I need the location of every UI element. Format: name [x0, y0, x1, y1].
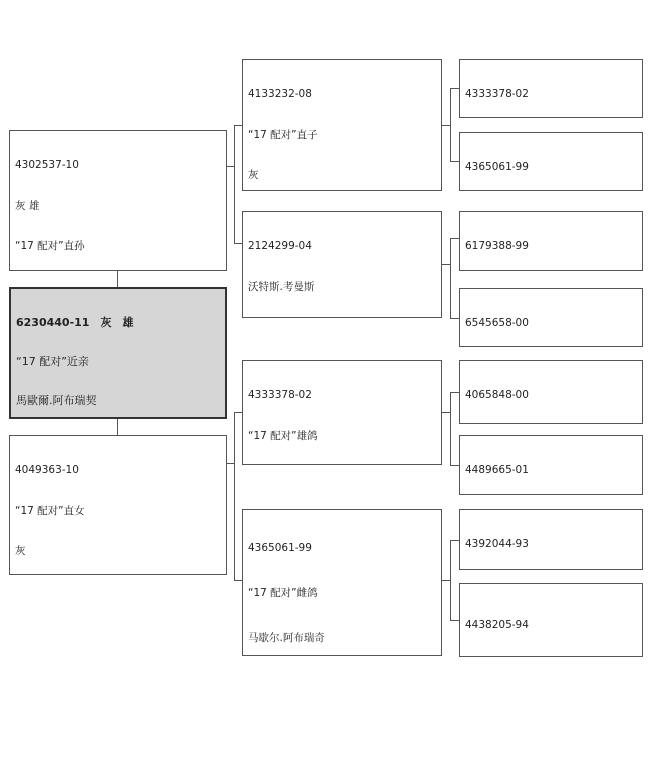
- connector-sire-to-sd: [234, 243, 242, 244]
- g3-card-3: [459, 211, 643, 271]
- ss-ring-number: 4133232-08: [248, 88, 312, 100]
- subject-ring-number: 6230440-11 灰 雄: [16, 316, 134, 329]
- connector-ss-vertical: [450, 88, 451, 161]
- connector-sd-out: [442, 264, 450, 265]
- connector-dd-out: [442, 580, 450, 581]
- connector-sire-out: [227, 166, 234, 167]
- connector-dam-out: [227, 463, 234, 464]
- dam-pairing: “17 配对”直女: [15, 504, 85, 517]
- sd-breeder: 沃特斯.考曼斯: [248, 280, 315, 293]
- sire-ring-number: 4302537-10: [15, 159, 79, 171]
- dam-sire-card: [242, 360, 442, 465]
- sire-dam-card: [242, 211, 442, 318]
- g3-card-6: [459, 435, 643, 495]
- g3-2-ring-number: 4365061-99: [465, 161, 529, 173]
- g3-5-ring-number: 4065848-00: [465, 389, 529, 401]
- connector-ds-vertical: [450, 392, 451, 465]
- connector-sire-subject: [117, 271, 118, 287]
- connector-sire-to-ss: [234, 125, 242, 126]
- connector-dam-to-dd: [234, 580, 242, 581]
- connector-ss-g3a: [450, 88, 459, 89]
- connector-subject-dam: [117, 419, 118, 435]
- dd-pairing: “17 配对”雌鸽: [248, 587, 318, 599]
- connector-sire-vertical: [234, 125, 235, 243]
- subject-breeder: 馬歐爾.阿布瑞契: [16, 394, 97, 407]
- connector-dam-vertical: [234, 412, 235, 580]
- connector-ss-out: [442, 125, 450, 126]
- g3-1-ring-number: 4333378-02: [465, 88, 529, 100]
- dd-breeder: 马歇尔.阿布瑞奇: [248, 632, 325, 644]
- connector-dd-vertical: [450, 540, 451, 620]
- g3-card-8: [459, 583, 643, 657]
- sire-sire-card: [242, 59, 442, 191]
- dam-color: 灰: [15, 545, 26, 557]
- sire-pairing: “17 配对”直孙: [15, 240, 85, 252]
- connector-dd-g3a: [450, 540, 459, 541]
- sd-ring-number: 2124299-04: [248, 240, 312, 252]
- ss-color: 灰: [248, 169, 259, 181]
- connector-ds-out: [442, 412, 450, 413]
- dam-card: [9, 435, 227, 575]
- connector-ds-g3a: [450, 392, 459, 393]
- g3-6-ring-number: 4489665-01: [465, 464, 529, 476]
- sire-card: [9, 130, 227, 271]
- g3-8-ring-number: 4438205-94: [465, 619, 529, 631]
- g3-card-1: [459, 59, 643, 118]
- g3-card-7: [459, 509, 643, 570]
- connector-ss-g3b: [450, 161, 459, 162]
- connector-ds-g3b: [450, 465, 459, 466]
- connector-dam-to-ds: [234, 412, 242, 413]
- ds-ring-number: 4333378-02: [248, 389, 312, 401]
- connector-sd-g3b: [450, 318, 459, 319]
- g3-card-4: [459, 288, 643, 347]
- g3-card-2: [459, 132, 643, 191]
- connector-dd-g3b: [450, 620, 459, 621]
- g3-4-ring-number: 6545658-00: [465, 317, 529, 329]
- connector-sd-vertical: [450, 238, 451, 318]
- dam-dam-card: [242, 509, 442, 656]
- dd-ring-number: 4365061-99: [248, 542, 312, 554]
- g3-7-ring-number: 4392044-93: [465, 538, 529, 550]
- sire-color-sex: 灰 雄: [15, 199, 40, 212]
- subject-pairing: “17 配对”近亲: [16, 355, 89, 368]
- ss-pairing: “17 配对”直子: [248, 128, 318, 141]
- ds-pairing: “17 配对”雄鸽: [248, 429, 318, 442]
- dam-ring-number: 4049363-10: [15, 464, 79, 476]
- connector-sd-g3a: [450, 238, 459, 239]
- subject-card: [9, 287, 227, 419]
- g3-3-ring-number: 6179388-99: [465, 240, 529, 252]
- g3-card-5: [459, 360, 643, 424]
